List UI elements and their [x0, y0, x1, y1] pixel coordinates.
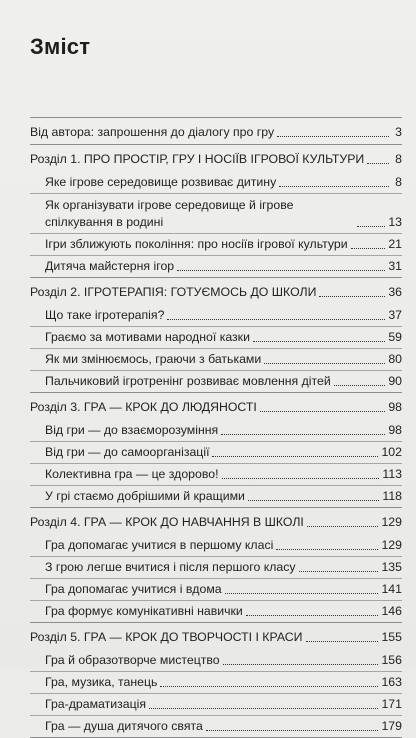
toc-leader-dots: [264, 363, 385, 364]
toc-entry-title: Ігри зближують покоління: про носіїв ігрової культури: [45, 237, 348, 251]
toc-leader-dots: [334, 385, 386, 386]
toc-entry-title: З грою легше вчитися і після першого класу: [45, 560, 296, 574]
toc-leader-dots: [351, 248, 386, 249]
toc-entry-title: Граємо за мотивами народної казки: [45, 330, 250, 344]
toc-leader-dots: [223, 664, 379, 665]
toc-chapter-title: Розділ 3. ГРА — КРОК ДО ЛЮДЯНОСТІ: [30, 400, 257, 414]
toc-page-number: 171: [381, 697, 402, 711]
toc-page-number: 8: [395, 152, 402, 166]
toc-chapter-4[interactable]: [30, 508, 402, 534]
toc-page-number: 8: [395, 175, 402, 189]
toc-entry[interactable]: [30, 441, 402, 463]
toc-entry-title: Як організувати ігрове середовище й ігрове спілкування в родині: [45, 198, 294, 229]
toc-chapter-3[interactable]: [30, 393, 402, 419]
toc-entry-author[interactable]: [30, 118, 402, 144]
toc-page-number: 155: [381, 630, 402, 644]
toc-entry[interactable]: [30, 304, 402, 326]
toc-page-number: 31: [388, 259, 402, 273]
toc-entry-title: Гра — душа дитячого свята: [45, 719, 203, 733]
toc-entry[interactable]: [30, 671, 402, 693]
toc-page-number: 59: [388, 330, 402, 344]
toc-leader-dots: [357, 226, 385, 227]
toc-leader-dots: [307, 526, 379, 527]
toc-leader-dots: [277, 136, 389, 137]
toc-entry-title: Від гри — до самоорганізації: [45, 445, 210, 459]
page-title: Зміст: [30, 34, 91, 59]
toc-page-number: 80: [388, 352, 402, 366]
toc-section-2: [30, 277, 402, 392]
toc-entry-title: Яке ігрове середовище розвиває дитину: [45, 175, 277, 189]
toc-entry[interactable]: [30, 370, 402, 392]
toc-page-number: 156: [381, 653, 402, 667]
toc-entry-title: Гра-драматизація: [45, 697, 147, 711]
toc-entry[interactable]: [30, 715, 402, 737]
toc-entry-title: Гра й образотворче мистецтво: [45, 653, 220, 667]
toc-entry-title: У грі стаємо добрішими й кращими: [45, 489, 245, 503]
toc-entry-title: Дитяча майстерня ігор: [45, 259, 175, 273]
toc-page-number: 36: [388, 285, 402, 299]
toc-chapter-2[interactable]: [30, 278, 402, 304]
toc-leader-dots: [319, 296, 385, 297]
toc-leader-dots: [160, 686, 378, 687]
toc-page-number: 118: [382, 489, 402, 503]
toc-entry[interactable]: [30, 255, 402, 277]
toc-leader-dots: [221, 434, 385, 435]
toc-entry[interactable]: [30, 693, 402, 715]
toc-entry-title: Що таке ігротерапія?: [45, 308, 165, 322]
toc-leader-dots: [222, 478, 380, 479]
toc-leader-dots: [260, 411, 385, 412]
toc-leader-dots: [248, 500, 379, 501]
toc-section-4: [30, 507, 402, 622]
toc-page-number: 13: [388, 215, 402, 229]
toc-entry-title: Гра допомагає учитися в першому класі: [45, 538, 274, 552]
toc-leader-dots: [299, 571, 379, 572]
toc-leader-dots: [206, 730, 379, 731]
toc-section-3: [30, 392, 402, 507]
toc-leader-dots: [279, 186, 389, 187]
toc-page-number: 21: [388, 237, 402, 251]
toc-page-number: 129: [381, 515, 402, 529]
toc-leader-dots: [246, 615, 379, 616]
toc-leader-dots: [177, 270, 385, 271]
toc-leader-dots: [306, 641, 379, 642]
toc-leader-dots: [225, 593, 379, 594]
toc-leader-dots: [276, 549, 378, 550]
toc-leader-dots: [167, 319, 385, 320]
toc-section-5: [30, 622, 402, 738]
toc-leader-dots: [212, 456, 378, 457]
toc-entry[interactable]: [30, 171, 402, 193]
toc-entry-title: Гра допомагає учитися і вдома: [45, 582, 222, 596]
toc-section-1: [30, 144, 402, 277]
toc-page-number: 141: [381, 582, 402, 596]
toc-section-author: [30, 117, 402, 144]
toc-entry[interactable]: [30, 600, 402, 622]
table-of-contents: [30, 117, 402, 738]
toc-leader-dots: [149, 708, 378, 709]
toc-page-number: 163: [381, 675, 402, 689]
toc-page-number: 129: [381, 538, 402, 552]
toc-entry-title: Гра формує комунікативні навички: [45, 604, 243, 618]
toc-entry[interactable]: [30, 233, 402, 255]
toc-entry[interactable]: [30, 419, 402, 441]
toc-entry-title: Як ми змінюємось, граючи з батьками: [45, 352, 262, 366]
toc-entry-title: Від автора: запрошення до діалогу про гру: [30, 125, 275, 139]
toc-entry[interactable]: [30, 534, 402, 556]
toc-page-number: 98: [388, 423, 402, 437]
toc-page-number: 102: [381, 445, 402, 459]
toc-chapter-title: Розділ 2. ІГРОТЕРАПІЯ: ГОТУЄМОСЬ ДО ШКОЛИ: [30, 285, 317, 299]
toc-entry-title: Від гри — до взаєморозуміння: [45, 423, 219, 437]
toc-chapter-title: Розділ 4. ГРА — КРОК ДО НАВЧАННЯ В ШКОЛІ: [30, 515, 304, 529]
toc-chapter-title: Розділ 5. ГРА — КРОК ДО ТВОРЧОСТІ І КРАСИ: [30, 630, 303, 644]
toc-page-number: 146: [381, 604, 402, 618]
toc-entry[interactable]: [30, 348, 402, 370]
toc-entry-title: Колективна гра — це здорово!: [45, 467, 219, 481]
toc-page-number: 90: [388, 374, 402, 388]
toc-entry[interactable]: [30, 485, 402, 507]
toc-entry-title: Пальчиковий ігротренінг розвиває мовлення дітей: [45, 374, 331, 388]
toc-entry[interactable]: [30, 326, 402, 348]
toc-entry[interactable]: [30, 578, 402, 600]
toc-page-number: 179: [381, 719, 402, 733]
toc-entry[interactable]: [30, 463, 402, 485]
toc-page-number: 135: [381, 560, 402, 574]
toc-chapter-title: Розділ 1. ПРО ПРОСТІР, ГРУ І НОСІЇВ ІГРОВОЇ КУЛЬТУРИ: [30, 152, 365, 166]
toc-entry[interactable]: [30, 556, 402, 578]
toc-page-number: 113: [382, 467, 402, 481]
toc-entry[interactable]: [30, 193, 402, 233]
toc-page-number: 98: [388, 400, 402, 414]
toc-entry-title: Гра, музика, танець: [45, 675, 158, 689]
toc-page-number: 3: [395, 125, 402, 139]
toc-leader-dots: [367, 163, 389, 164]
toc-page-number: 37: [388, 308, 402, 322]
toc-leader-dots: [253, 341, 385, 342]
toc-chapter-5[interactable]: [30, 623, 402, 649]
toc-chapter-1[interactable]: [30, 145, 402, 171]
